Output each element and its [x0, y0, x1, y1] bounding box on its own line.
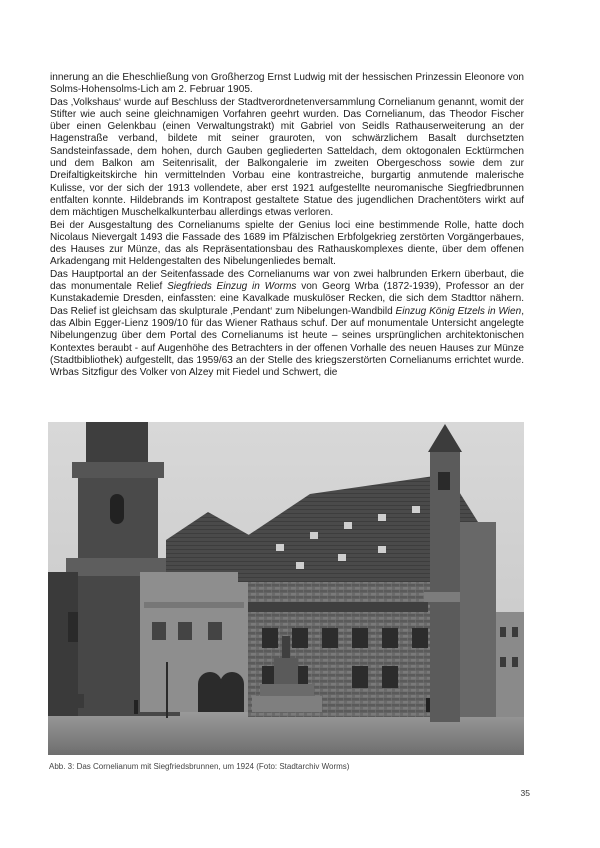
body-paragraph	[50, 220, 524, 269]
paragraph-text: innerung an die Eheschließung von Großherzog Ernst Ludwig mit der hessischen Prinzessin Eleonore von Solms-Hohensolms-Lich am 2. Februar 1905.	[50, 72, 524, 96]
body-text	[50, 72, 524, 379]
historic-photograph	[48, 422, 524, 755]
body-paragraph	[50, 269, 524, 380]
page-number: 35	[520, 788, 530, 798]
paragraph-text: Das Hauptportal an der Seitenfassade des Cornelianums war von zwei halbrunden Erkern überbaut, die das monumentale Relief	[50, 268, 524, 293]
italic-title-text: Einzug König Etzels in Wien	[395, 305, 522, 317]
body-paragraph	[50, 97, 524, 220]
paragraph-text: , das Albin Egger-Lienz 1909/10 für das Wiener Rathaus schuf. Der auf monumentale Untersicht angelegte Nibelungenzug über dem Portal des Cornelianums ist heute – seines ursprünglichen architektonischen Kontextes beraubt - auf Augenhöhe des Betrachters in der offenen Vorhalle des neuen Hauses zur Münze (Stadtbibliothek) aufgestellt, das 1959/63 an der Stelle des kriegszerstörten Cornelianums errichtet wurde. Wrbas Sitzfigur des Volker von Alzey mit Fiedel und Schwert, die	[50, 305, 524, 379]
paragraph-text: Bei der Ausgestaltung des Cornelianums spielte der Genius loci eine bestimmende Rolle, hatte doch Nicolaus Nievergalt 1493 die Fassade des 1689 im Pfälzischen Erbfolgekrieg zerstörten Vorgängerbaues, des Hauses zur Münze, das als Repräsentationsbau des Rathauskomplexes diente, über dem offenen Arkadengang mit Heldengestalten des Nibelungenliedes bemalt.	[50, 219, 524, 268]
body-paragraph	[50, 72, 524, 97]
figure-caption: Abb. 3: Das Cornelianum mit Siegfriedsbrunnen, um 1924 (Foto: Stadtarchiv Worms)	[49, 762, 350, 771]
paragraph-text: von Georg Wrba (1872-1939), Professor an der Kunstakademie Dresden, einfassten: eine Kavalkade muskulöser Recken, die sich dem Stadttor nähern. Das Relief ist gleichsam das skulpturale ‚Pendant‘ zum Nibelungen-Wandbild	[50, 281, 524, 317]
paragraph-text: Das ‚Volkshaus‘ wurde auf Beschluss der Stadtverordnetenversammlung Cornelianum genannt, womit der Stifter wie auch seine gleichnamigen Vorfahren geehrt wurden. Das Cornelianum, das Theodor Fischer über einen Gelenkbau (einen Verwaltungstrakt) mit Gabriel von Seidls Rathauserweiterung an der Hagenstraße verband, bildete mit seiner grauroten, von schwärzlichem Basalt durchsetzten Sandsteinfassade, dem hohen, durch Gauben gegliederten Satteldach, dem oktogonalen Ecktürmchen und dem Balkon am Seitenrisalit, der Balkongalerie im zweiten Obergeschoss sowie dem zur Dreifaltigkeitskirche hin vermittelnden Vorbau eine kontrastreiche, burgartig anmutende malerische Kulisse, vor der sich der 1913 vollendete, aber erst 1921 aufgestellte neuromanische Siegfriedbrunnen entfalten konnte. Hildebrands im Kontrapost gestaltete Statue des jugendlichen Drachentöters wirkt auf dem mächtigen Muschelkalkunterbau allerdings etwas verloren.	[50, 96, 524, 219]
italic-title-text: Siegfrieds Einzug in Worms	[167, 281, 297, 293]
